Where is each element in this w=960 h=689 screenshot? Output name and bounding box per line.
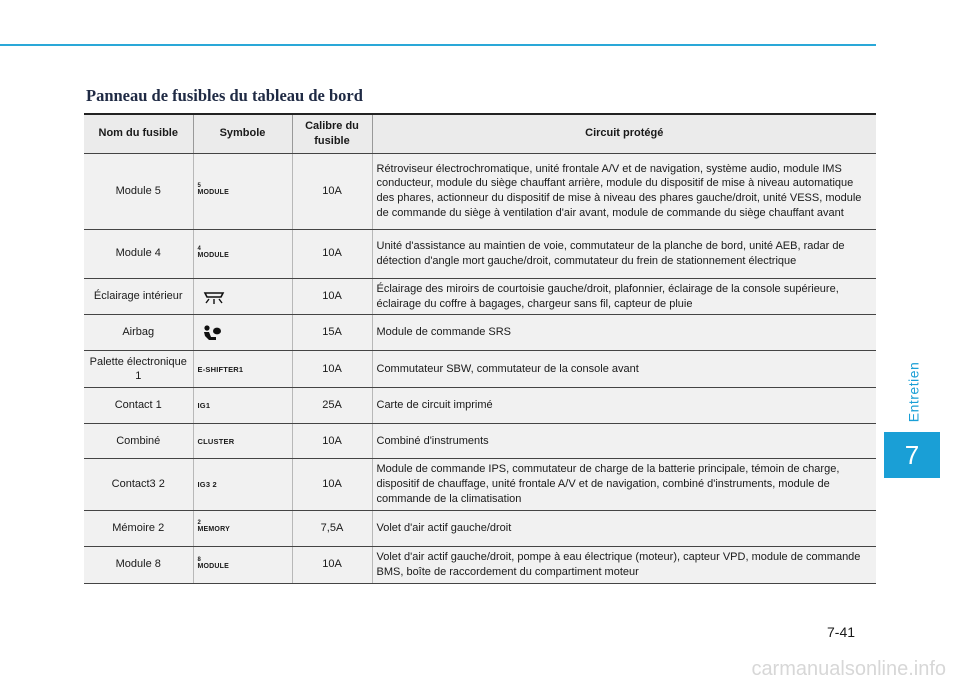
fuse-rating: 10A — [292, 153, 372, 229]
table-row — [84, 278, 876, 315]
watermark: carmanualsonline.info — [751, 658, 946, 680]
table-row — [84, 424, 876, 459]
fuse-name: Module 8 — [84, 546, 193, 583]
table-header-row — [84, 114, 876, 153]
fuse-symbol-number: 5 — [197, 183, 201, 190]
fuse-name: Module 5 — [84, 153, 193, 229]
fuse-rating: 10A — [292, 459, 372, 511]
fuse-name: Contact 1 — [84, 388, 193, 424]
fuse-name: Airbag — [84, 315, 193, 351]
fuse-symbol-text: MEMORY — [197, 526, 230, 534]
fuse-circuit: Commutateur SBW, commutateur de la console avant — [372, 351, 876, 388]
fuse-symbol-number: 4 — [197, 245, 201, 252]
fuse-symbol — [193, 351, 292, 388]
header-rating: Calibre du fusible — [292, 114, 372, 153]
fuse-symbol-number: 8 — [197, 556, 201, 563]
fuse-rating: 10A — [292, 546, 372, 583]
fuse-symbol — [193, 510, 292, 546]
fuse-symbol-text: MODULE — [197, 189, 230, 197]
fuse-name: Module 4 — [84, 229, 193, 278]
fuse-symbol-text: E-SHIFTER1 — [197, 364, 244, 374]
airbag-icon — [198, 324, 224, 342]
header-symbol: Symbole — [193, 114, 292, 153]
table-row — [84, 153, 876, 229]
table-row — [84, 315, 876, 351]
fuse-circuit: Carte de circuit imprimé — [372, 388, 876, 424]
chapter-side-label — [898, 354, 928, 430]
table-row — [84, 459, 876, 511]
fuse-rating: 7,5A — [292, 510, 372, 546]
fuse-circuit: Rétroviseur électrochromatique, unité frontale A/V et de navigation, système audio, module IMS conducteur, module du siège chauffant arrière, module du dispositif de mise à niveau automatique des phares, actionneur du dispositif de mise à niveau des phares gauche/droit, unité VESS, module de commande du siège à ventilation d'air avant, module de commande du siège chauffant avant — [372, 153, 876, 229]
fuse-symbol-number: 2 — [197, 520, 201, 527]
fuse-rating: 15A — [292, 315, 372, 351]
fuse-name: Éclairage intérieur — [84, 278, 193, 315]
fuse-symbol — [193, 424, 292, 459]
fuse-circuit: Module de commande SRS — [372, 315, 876, 351]
fuse-symbol — [193, 153, 292, 229]
table-row — [84, 351, 876, 388]
fuse-circuit: Volet d'air actif gauche/droit, pompe à eau électrique (moteur), capteur VPD, module de commande BMS, boîte de raccordement du compartiment moteur — [372, 546, 876, 583]
table-row — [84, 546, 876, 583]
fuse-symbol-text: CLUSTER — [197, 436, 235, 446]
top-rule — [0, 44, 876, 46]
fuse-symbol — [193, 388, 292, 424]
fuse-symbol-text: IG3 2 — [197, 480, 217, 490]
fuse-symbol — [193, 315, 292, 351]
chapter-side-label-text: Entretien — [905, 361, 922, 423]
fuse-symbol — [193, 546, 292, 583]
fuse-circuit: Éclairage des miroirs de courtoisie gauche/droit, plafonnier, éclairage de la console supérieure, éclairage du coffre à bagages, chargeur sans fil, capteur de pluie — [372, 278, 876, 315]
fuse-circuit: Unité d'assistance au maintien de voie, commutateur de la planche de bord, unité AEB, radar de détection d'angle mort gauche/droit, commutateur du frein de stationnement électrique — [372, 229, 876, 278]
fuse-circuit: Module de commande IPS, commutateur de charge de la batterie principale, témoin de charge, dispositif de chauffage, unité frontale A/V et de navigation, combiné d'instruments, module de commande de la climatisation — [372, 459, 876, 511]
fuse-rating: 10A — [292, 229, 372, 278]
table-row — [84, 229, 876, 278]
header-fuse-name: Nom du fusible — [84, 114, 193, 153]
header-circuit: Circuit protégé — [372, 114, 876, 153]
table-row — [84, 510, 876, 546]
fuse-symbol — [193, 229, 292, 278]
fuse-rating: 25A — [292, 388, 372, 424]
fuse-name: Palette électronique 1 — [84, 351, 193, 388]
section-title: Panneau de fusibles du tableau de bord — [86, 86, 363, 105]
fuse-symbol-text: MODULE — [197, 562, 230, 570]
chapter-number-tab: 7 — [884, 432, 940, 478]
fuse-symbol-label — [198, 557, 230, 570]
fuse-symbol-text: MODULE — [197, 251, 230, 259]
interior-lamp-icon — [198, 289, 230, 305]
fuse-circuit: Volet d'air actif gauche/droit — [372, 510, 876, 546]
fuse-name: Mémoire 2 — [84, 510, 193, 546]
table-row — [84, 388, 876, 424]
fuse-rating: 10A — [292, 278, 372, 315]
fuse-symbol — [193, 459, 292, 511]
page-number: 7-41 — [827, 624, 856, 640]
fuse-rating: 10A — [292, 424, 372, 459]
fuse-symbol — [193, 278, 292, 315]
fuse-symbol-text: IG1 — [197, 401, 211, 411]
fuse-symbol-label — [198, 183, 230, 196]
fuse-rating: 10A — [292, 351, 372, 388]
fuse-symbol-label — [198, 520, 230, 533]
fuse-table — [84, 113, 876, 584]
fuse-symbol-label — [198, 246, 230, 259]
fuse-circuit: Combiné d'instruments — [372, 424, 876, 459]
fuse-name: Contact3 2 — [84, 459, 193, 511]
fuse-name: Combiné — [84, 424, 193, 459]
